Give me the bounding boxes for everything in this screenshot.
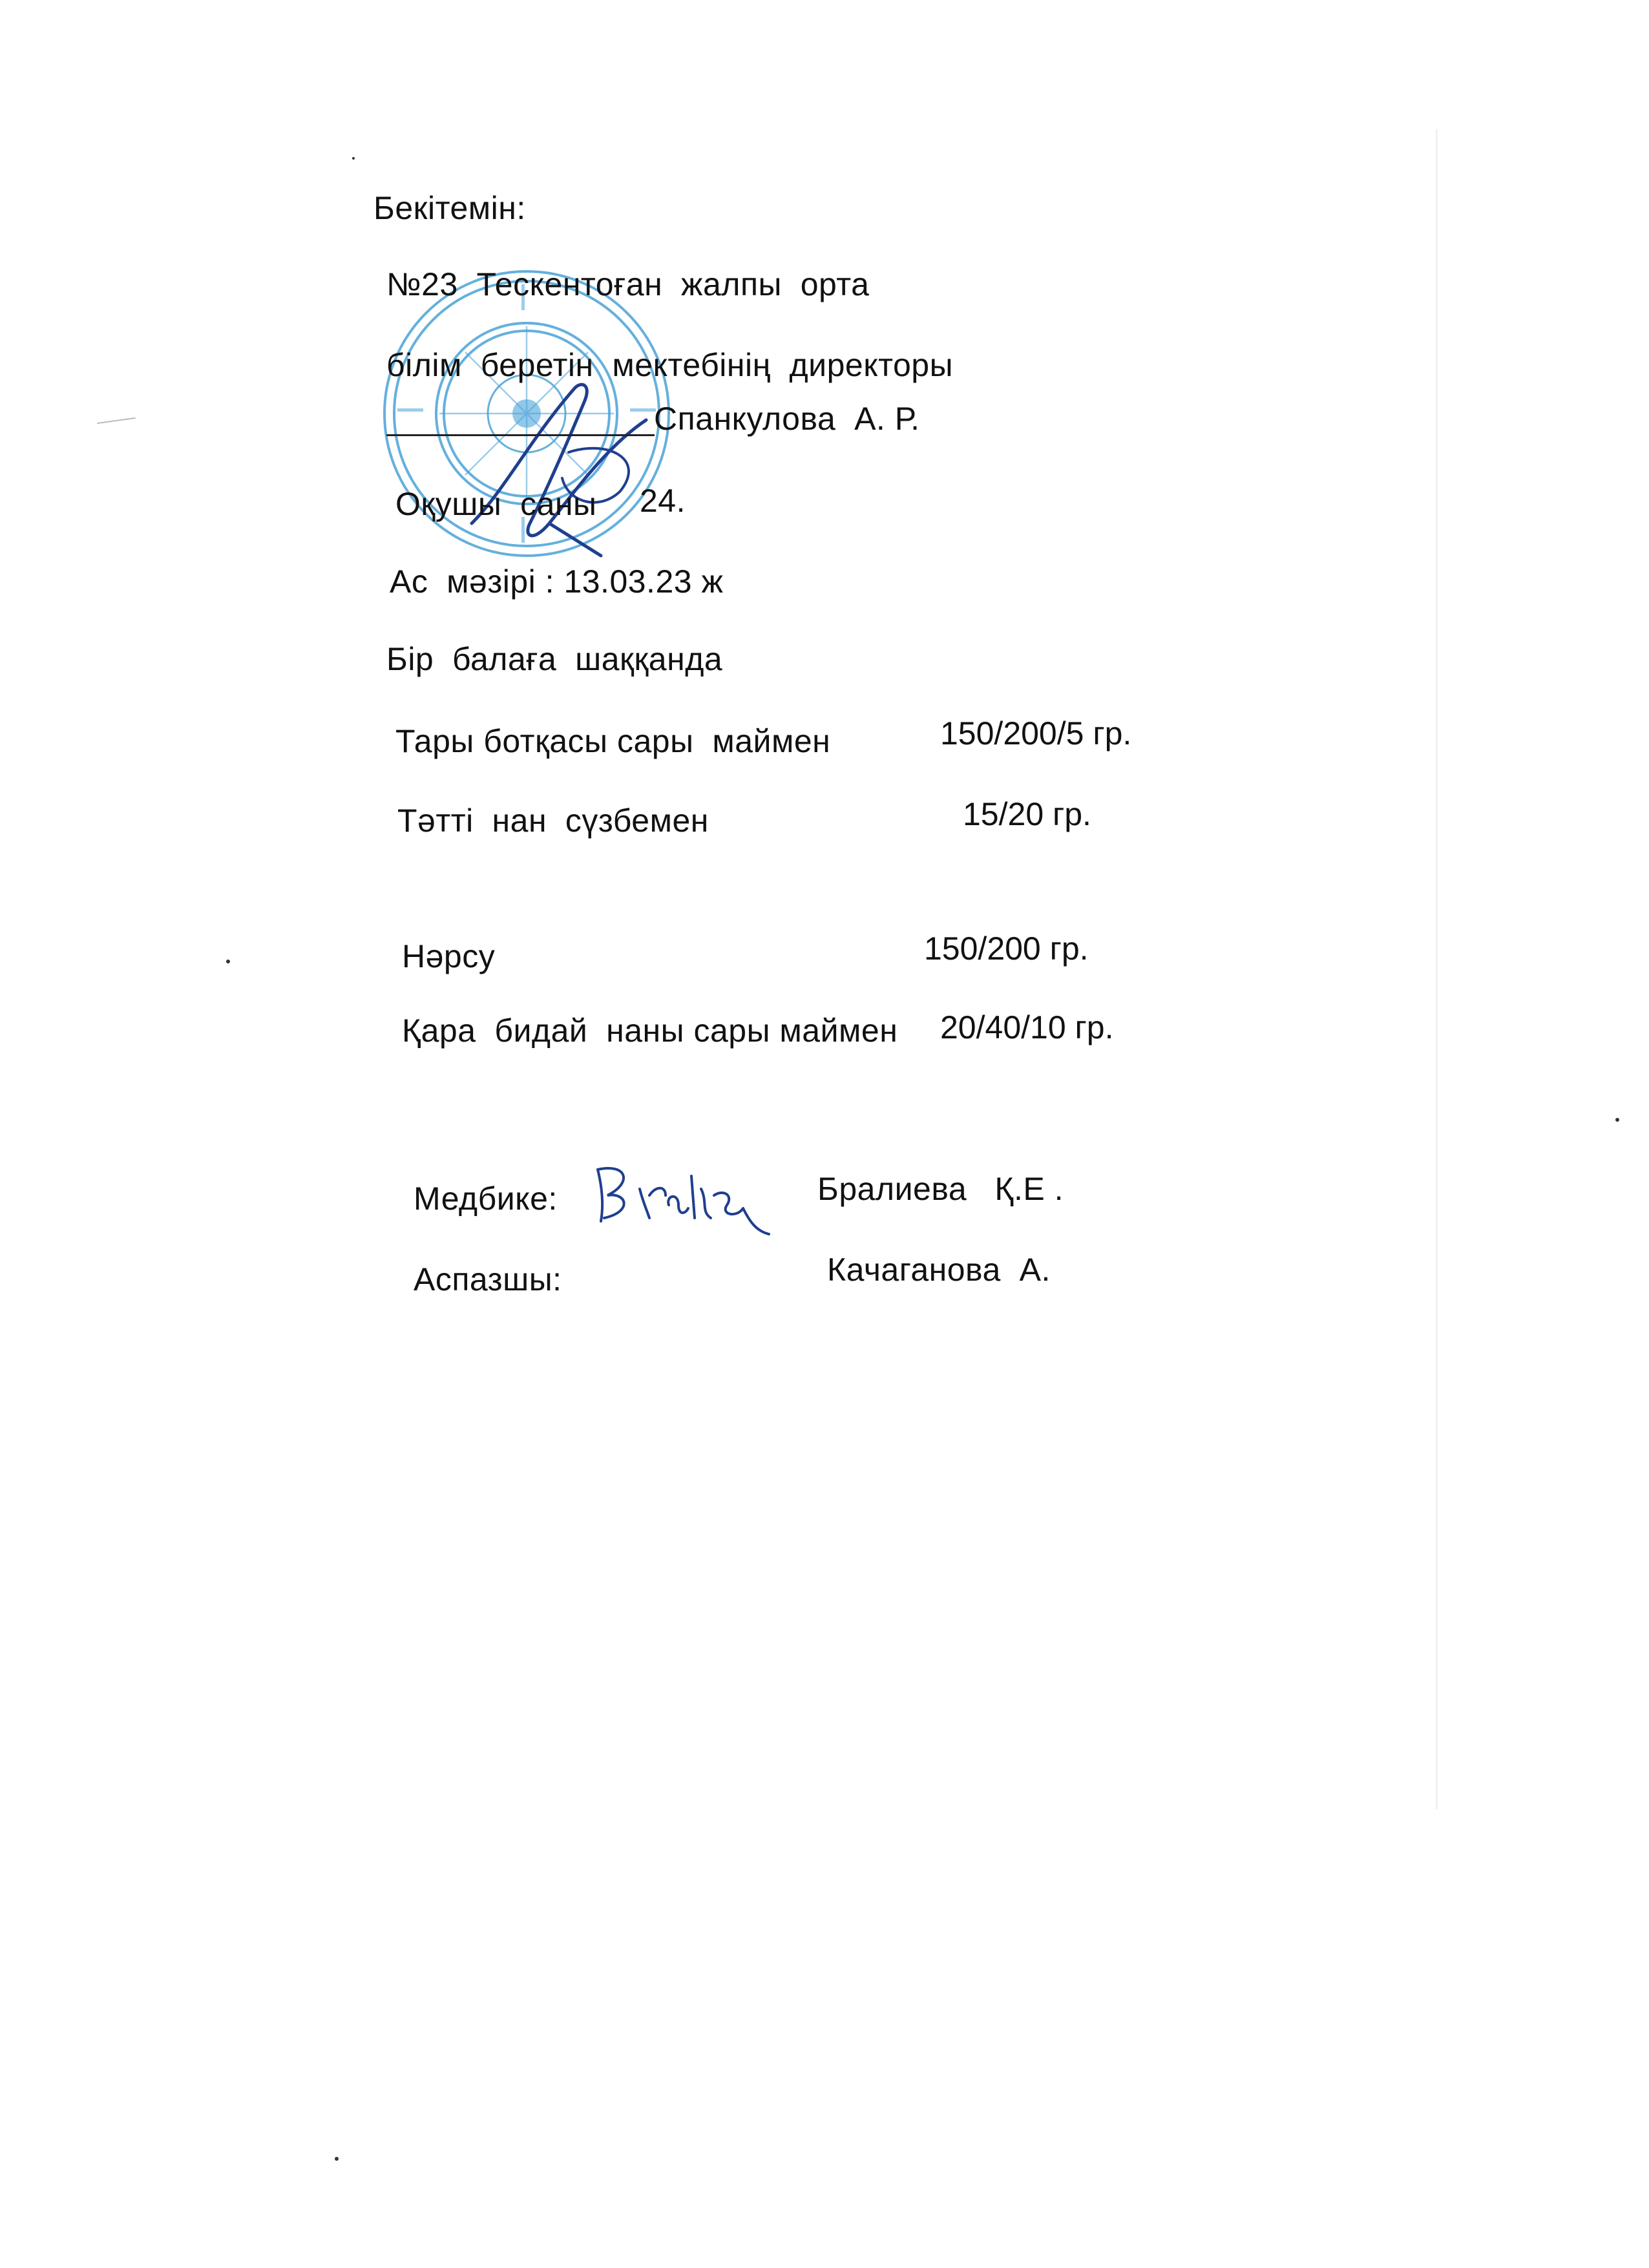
school-name-line-1: №23 Тескентоған жалпы орта (386, 266, 870, 302)
director-signature-icon (452, 362, 698, 569)
scan-speck (97, 417, 136, 424)
menu-item-portion: 150/200/5 гр. (940, 715, 1132, 751)
menu-item-portion: 15/20 гр. (963, 796, 1091, 832)
menu-item-portion: 20/40/10 гр. (940, 1009, 1114, 1045)
nurse-name: Бралиева Қ.Е . (817, 1171, 1064, 1207)
cook-name: Качаганова А. (827, 1252, 1051, 1288)
school-name-line-2: білім беретін мектебінің директоры (386, 347, 954, 383)
menu-item-name: Тәтті нан сүзбемен (397, 803, 709, 839)
cook-label: Аспазшы: (414, 1261, 562, 1297)
menu-item-name: Тары ботқасы сары маймен (395, 723, 831, 759)
scan-speck (352, 157, 355, 160)
menu-date: Ас мәзірі : 13.03.23 ж (390, 563, 724, 600)
director-name: Спанкулова А. Р. (654, 401, 920, 437)
per-child-label: Бір балаға шаққанда (386, 641, 723, 677)
scan-speck (1615, 1118, 1619, 1122)
menu-item-name: Нәрсу (402, 938, 496, 974)
approval-heading: Бекітемін: (373, 190, 526, 226)
students-count: 24. (640, 483, 686, 519)
scan-speck (226, 960, 230, 963)
director-signature-line (386, 434, 655, 436)
menu-item-name: Қара бидай наны сары маймен (402, 1013, 898, 1049)
scan-speck (335, 2157, 339, 2161)
students-label: Оқушы саны (395, 486, 597, 522)
nurse-signature-icon (588, 1157, 782, 1241)
scan-speck (1436, 129, 1438, 1809)
nurse-label: Медбике: (414, 1181, 558, 1217)
menu-item-portion: 150/200 гр. (924, 930, 1089, 967)
